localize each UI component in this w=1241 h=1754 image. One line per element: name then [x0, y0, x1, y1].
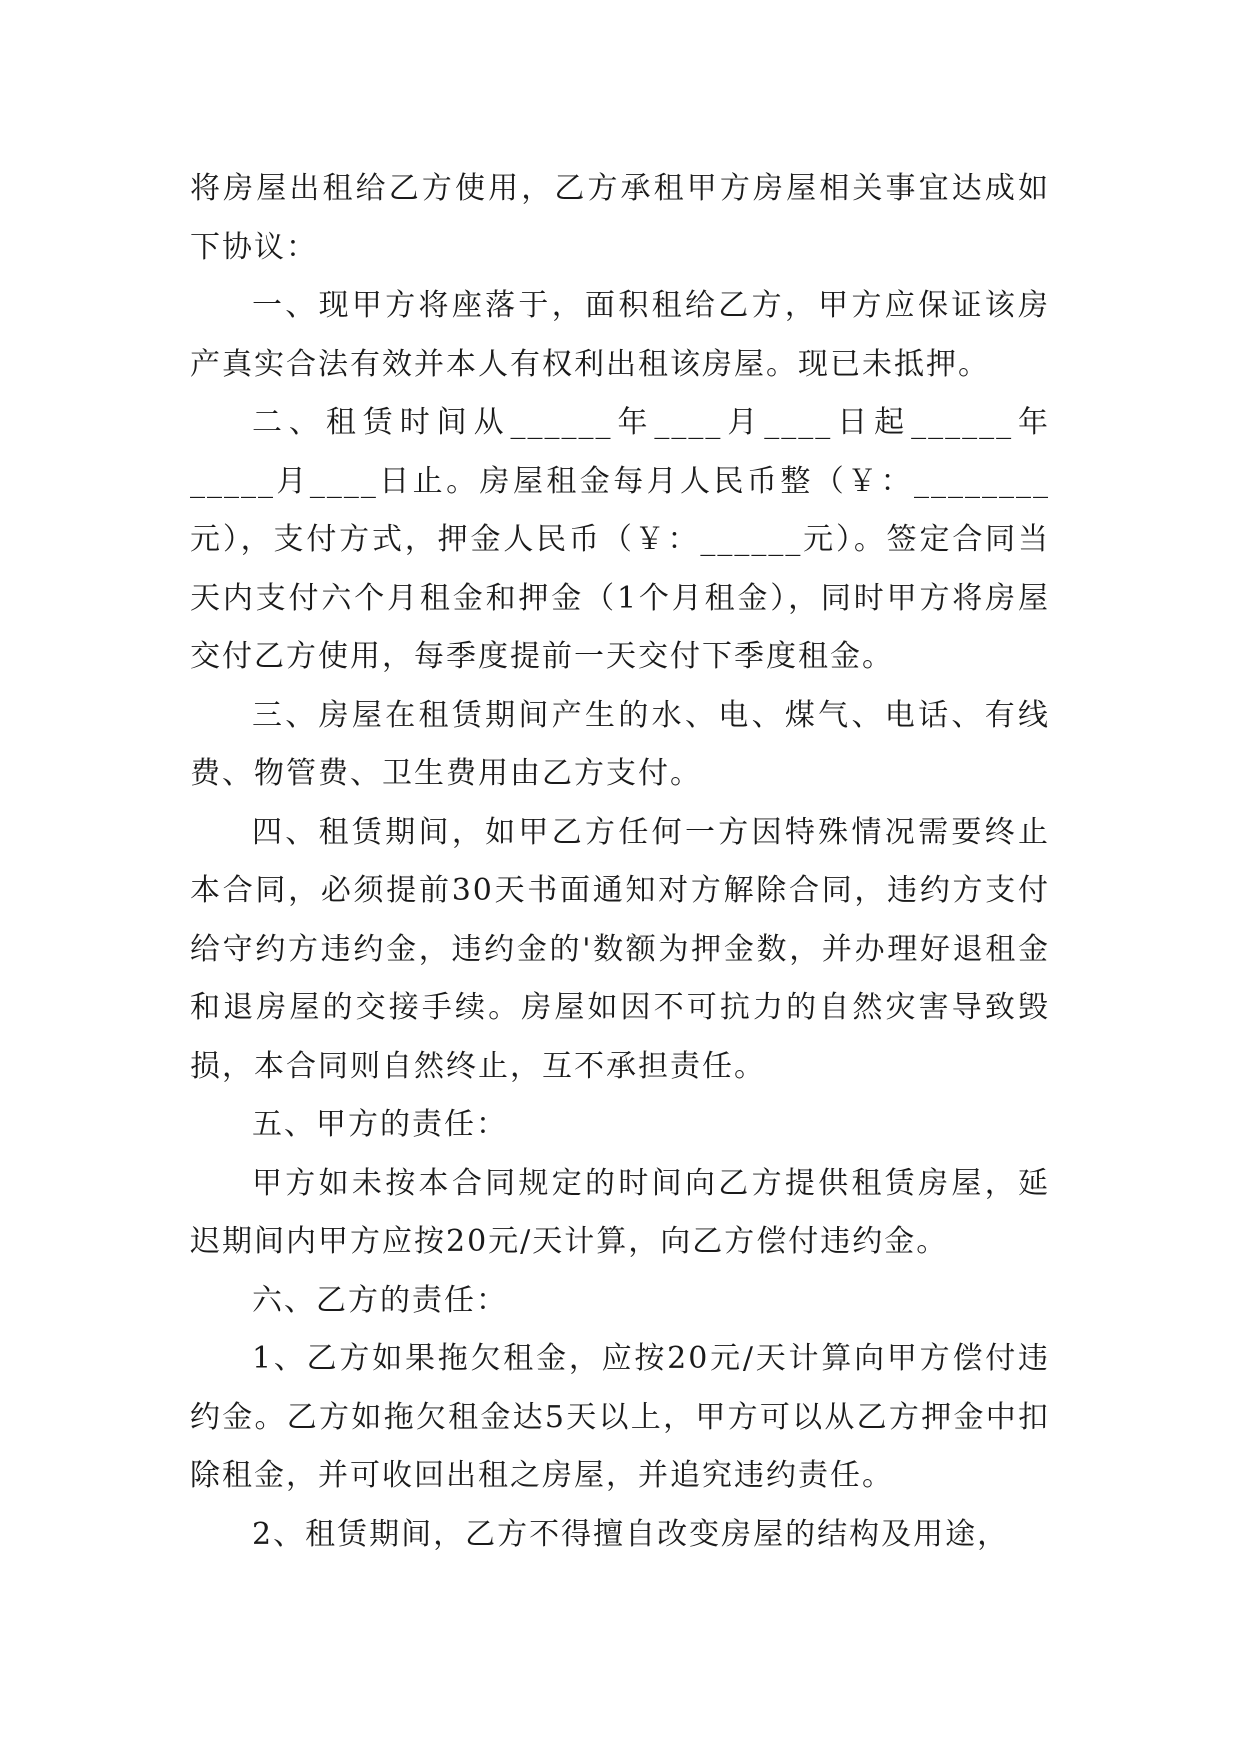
heading-party-b-duties: 六、乙方的责任： — [252, 1282, 508, 1318]
heading-party-a-duties: 五、甲方的责任： — [252, 1107, 508, 1142]
paragraph-intro: 将房屋出租给乙方使用，乙方承租甲方房屋相关事宜达成如下协议： — [190, 171, 1050, 265]
paragraph-party-a-duties: 甲方如未按本合同规定的时间向乙方提供租赁房屋，延迟期间内甲方应按20元/天计算，向乙方偿付违约金。 — [190, 1165, 1050, 1259]
paragraph-party-b-item-1: 1、乙方如果拖欠租金，应按20元/天计算向甲方偿付违约金。乙方如拖欠租金达5天以上，甲方可以从乙方押金中扣除租金，并可收回出租之房屋，并追究违约责任。 — [190, 1341, 1050, 1493]
paragraph-party-b-item-2: 2、租赁期间，乙方不得擅自改变房屋的结构及用途， — [252, 1516, 1010, 1552]
paragraph-clause-2: 二、租赁时间从______年____月____日起______年_____月____日止。房屋租金每月人民币整（￥：________元），支付方式，押金人民币（￥：______元）。签定合同当天内支付六个月租金和押金（1个月租金），同时甲方将房屋交付乙方使用，每季度提前一天交付下季度租金。 — [190, 405, 1050, 674]
paragraph-clause-3: 三、房屋在租赁期间产生的水、电、煤气、电话、有线费、物管费、卫生费用由乙方支付。 — [190, 697, 1050, 791]
paragraph-clause-4: 四、租赁期间，如甲乙方任何一方因特殊情况需要终止本合同，必须提前30天书面通知对方解除合同，违约方支付给守约方违约金，违约金的'数额为押金数，并办理好退租金和退房屋的交接手续。房屋如因不可抗力的自然灾害导致毁损，本合同则自然终止，互不承担责任。 — [190, 814, 1050, 1084]
paragraph-clause-1: 一、现甲方将座落于，面积租给乙方，甲方应保证该房产真实合法有效并本人有权利出租该房屋。现已未抵押。 — [190, 288, 1050, 382]
contract-body — [190, 160, 1050, 1564]
